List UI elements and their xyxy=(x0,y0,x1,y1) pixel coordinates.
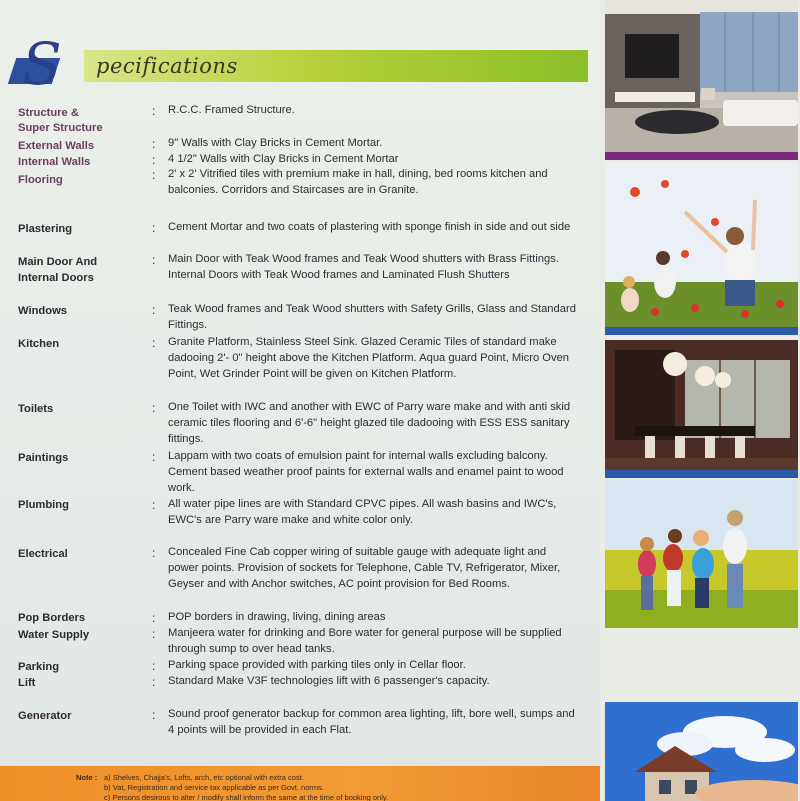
family-running-image xyxy=(605,480,798,628)
spec-label-flooring: Flooring xyxy=(18,174,63,186)
living-room-image xyxy=(605,0,798,152)
spec-label-paintings: Paintings xyxy=(18,452,69,464)
notes-label: Note : xyxy=(76,773,98,782)
spec-value-toilets: One Toilet with IWC and another with EWC of Parry ware make and with anti skid ceramic tiles flooring and 6'-6" height glazed tile dadooing with ESS ESS sanitary fittings. xyxy=(168,401,571,445)
spec-label-electrical: Electrical xyxy=(18,548,68,560)
spec-value-structure: R.C.C. Framed Structure. xyxy=(168,104,295,116)
photo-house-sky xyxy=(605,702,798,801)
spec-label-windows: Windows xyxy=(18,305,67,317)
page-title: pecifications xyxy=(96,54,238,78)
photo-separator-blue xyxy=(605,327,798,335)
spec-colon: : xyxy=(152,336,156,350)
photo-family-field xyxy=(605,162,798,327)
spec-colon: : xyxy=(152,450,156,464)
note-item: a) Shelves, Chajja's, Lofts, arch, etc optional with extra cost. xyxy=(104,773,304,782)
spec-colon: : xyxy=(152,675,156,689)
spec-label-internal-walls: Internal Walls xyxy=(18,156,91,168)
family-field-image xyxy=(605,162,798,327)
spec-colon: : xyxy=(152,659,156,673)
house-sky-image xyxy=(605,702,798,801)
spec-label-main-door: Main Door And xyxy=(18,256,98,268)
spec-colon: : xyxy=(152,627,156,641)
spec-value-windows: Teak Wood frames and Teak Wood shutters with Safety Grills, Glass and Standard Fittings. xyxy=(168,303,576,331)
spec-label-external-walls: External Walls xyxy=(18,140,95,152)
spec-label-plumbing: Plumbing xyxy=(18,499,69,511)
spec-colon: : xyxy=(152,401,156,415)
spec-value-plastering: Cement Mortar and two coats of plastering with sponge finish in side and out side xyxy=(168,221,571,233)
spec-label-pop-borders: Pop Borders xyxy=(18,612,86,624)
spec-value-water-supply: Manjeera water for drinking and Bore water for general purpose will be supplied through sump to over head tanks. xyxy=(168,627,562,655)
spec-value-electrical: Concealed Fine Cab copper wiring of suitable gauge with adequate light and power points. Provision of sockets for Telephone, Cable TV, Refrigerator, Mixer, Geyser and with Anchor switches, AC point provision for Bed Rooms. xyxy=(168,546,561,590)
spec-label-kitchen: Kitchen xyxy=(18,338,60,350)
spec-colon: : xyxy=(152,137,156,151)
photo-family-running xyxy=(605,480,798,628)
spec-label-super-structure: Super Structure xyxy=(18,122,103,134)
spec-colon: : xyxy=(152,104,156,118)
spec-colon: : xyxy=(152,168,156,182)
spec-label-lift: Lift xyxy=(18,677,36,689)
dining-room-image xyxy=(605,340,798,470)
photo-living-room xyxy=(605,0,798,152)
spec-value-external-walls: 9" Walls with Clay Bricks in Cement Mortar. xyxy=(168,137,383,149)
spec-label-internal-doors: Internal Doors xyxy=(18,272,94,284)
photo-separator-blue-2 xyxy=(605,470,798,478)
spec-value-paintings: Lappam with two coats of emulsion paint for internal walls excluding balcony. Cement based weather proof paints for external walls and enamel paint to wood work. xyxy=(168,450,564,494)
heading-monogram: S xyxy=(22,30,62,98)
spec-value-lift: Standard Make V3F technologies lift with 6 passenger's capacity. xyxy=(168,675,490,687)
spec-colon: : xyxy=(152,221,156,235)
spec-value-kitchen: Granite Platform, Stainless Steel Sink. Glazed Ceramic Tiles of standard make dadooing 2'- 0" height above the Kitchen Platform. Aqua guard Point, Micro Oven Point, Wet Grinder Point will be given on Kitchen Platform. xyxy=(168,336,570,380)
spec-colon: : xyxy=(152,546,156,560)
spec-label-parking: Parking xyxy=(18,661,60,673)
note-item: c) Persons desirous to alter / modify shall inform the same at the time of booking only. xyxy=(104,793,389,801)
spec-value-generator: Sound proof generator backup for common area lighting, lift, bore well, sumps and 4 points will be provided in each Flat. xyxy=(168,708,575,736)
spec-label-generator: Generator xyxy=(18,710,72,722)
spec-colon: : xyxy=(152,253,156,267)
spec-colon: : xyxy=(152,708,156,722)
spec-value-doors: Main Door with Teak Wood frames and Teak Wood shutters with Brass Fittings. Internal Doors with Teak Wood frames and Laminated Flush Shutters xyxy=(168,253,559,281)
spec-label-plastering: Plastering xyxy=(18,223,73,235)
spec-label-toilets: Toilets xyxy=(18,403,54,415)
spec-value-flooring: 2' x 2' Vitrified tiles with premium make in hall, dining, bed rooms kitchen and balconies. Corridors and Staircases are in Granite. xyxy=(168,168,548,196)
spec-value-internal-walls: 4 1/2" Walls with Clay Bricks in Cement Mortar xyxy=(168,153,399,165)
spec-label-structure: Structure & xyxy=(18,107,79,119)
note-item: b) Vat, Registration and service tax applicable as per Govt. norms. xyxy=(104,783,324,792)
spec-colon: : xyxy=(152,611,156,625)
spec-colon: : xyxy=(152,498,156,512)
photo-separator-purple xyxy=(605,152,798,160)
spec-colon: : xyxy=(152,303,156,317)
photo-dining-room xyxy=(605,340,798,470)
spec-colon: : xyxy=(152,153,156,167)
spec-value-plumbing: All water pipe lines are with Standard CPVC pipes. All wash basins and IWC's, EWC's are Parry ware make and white color only. xyxy=(168,498,557,526)
spec-label-water-supply: Water Supply xyxy=(18,629,90,641)
spec-value-pop-borders: POP borders in drawing, living, dining areas xyxy=(168,611,386,623)
spec-value-parking: Parking space provided with parking tiles only in Cellar floor. xyxy=(168,659,466,671)
